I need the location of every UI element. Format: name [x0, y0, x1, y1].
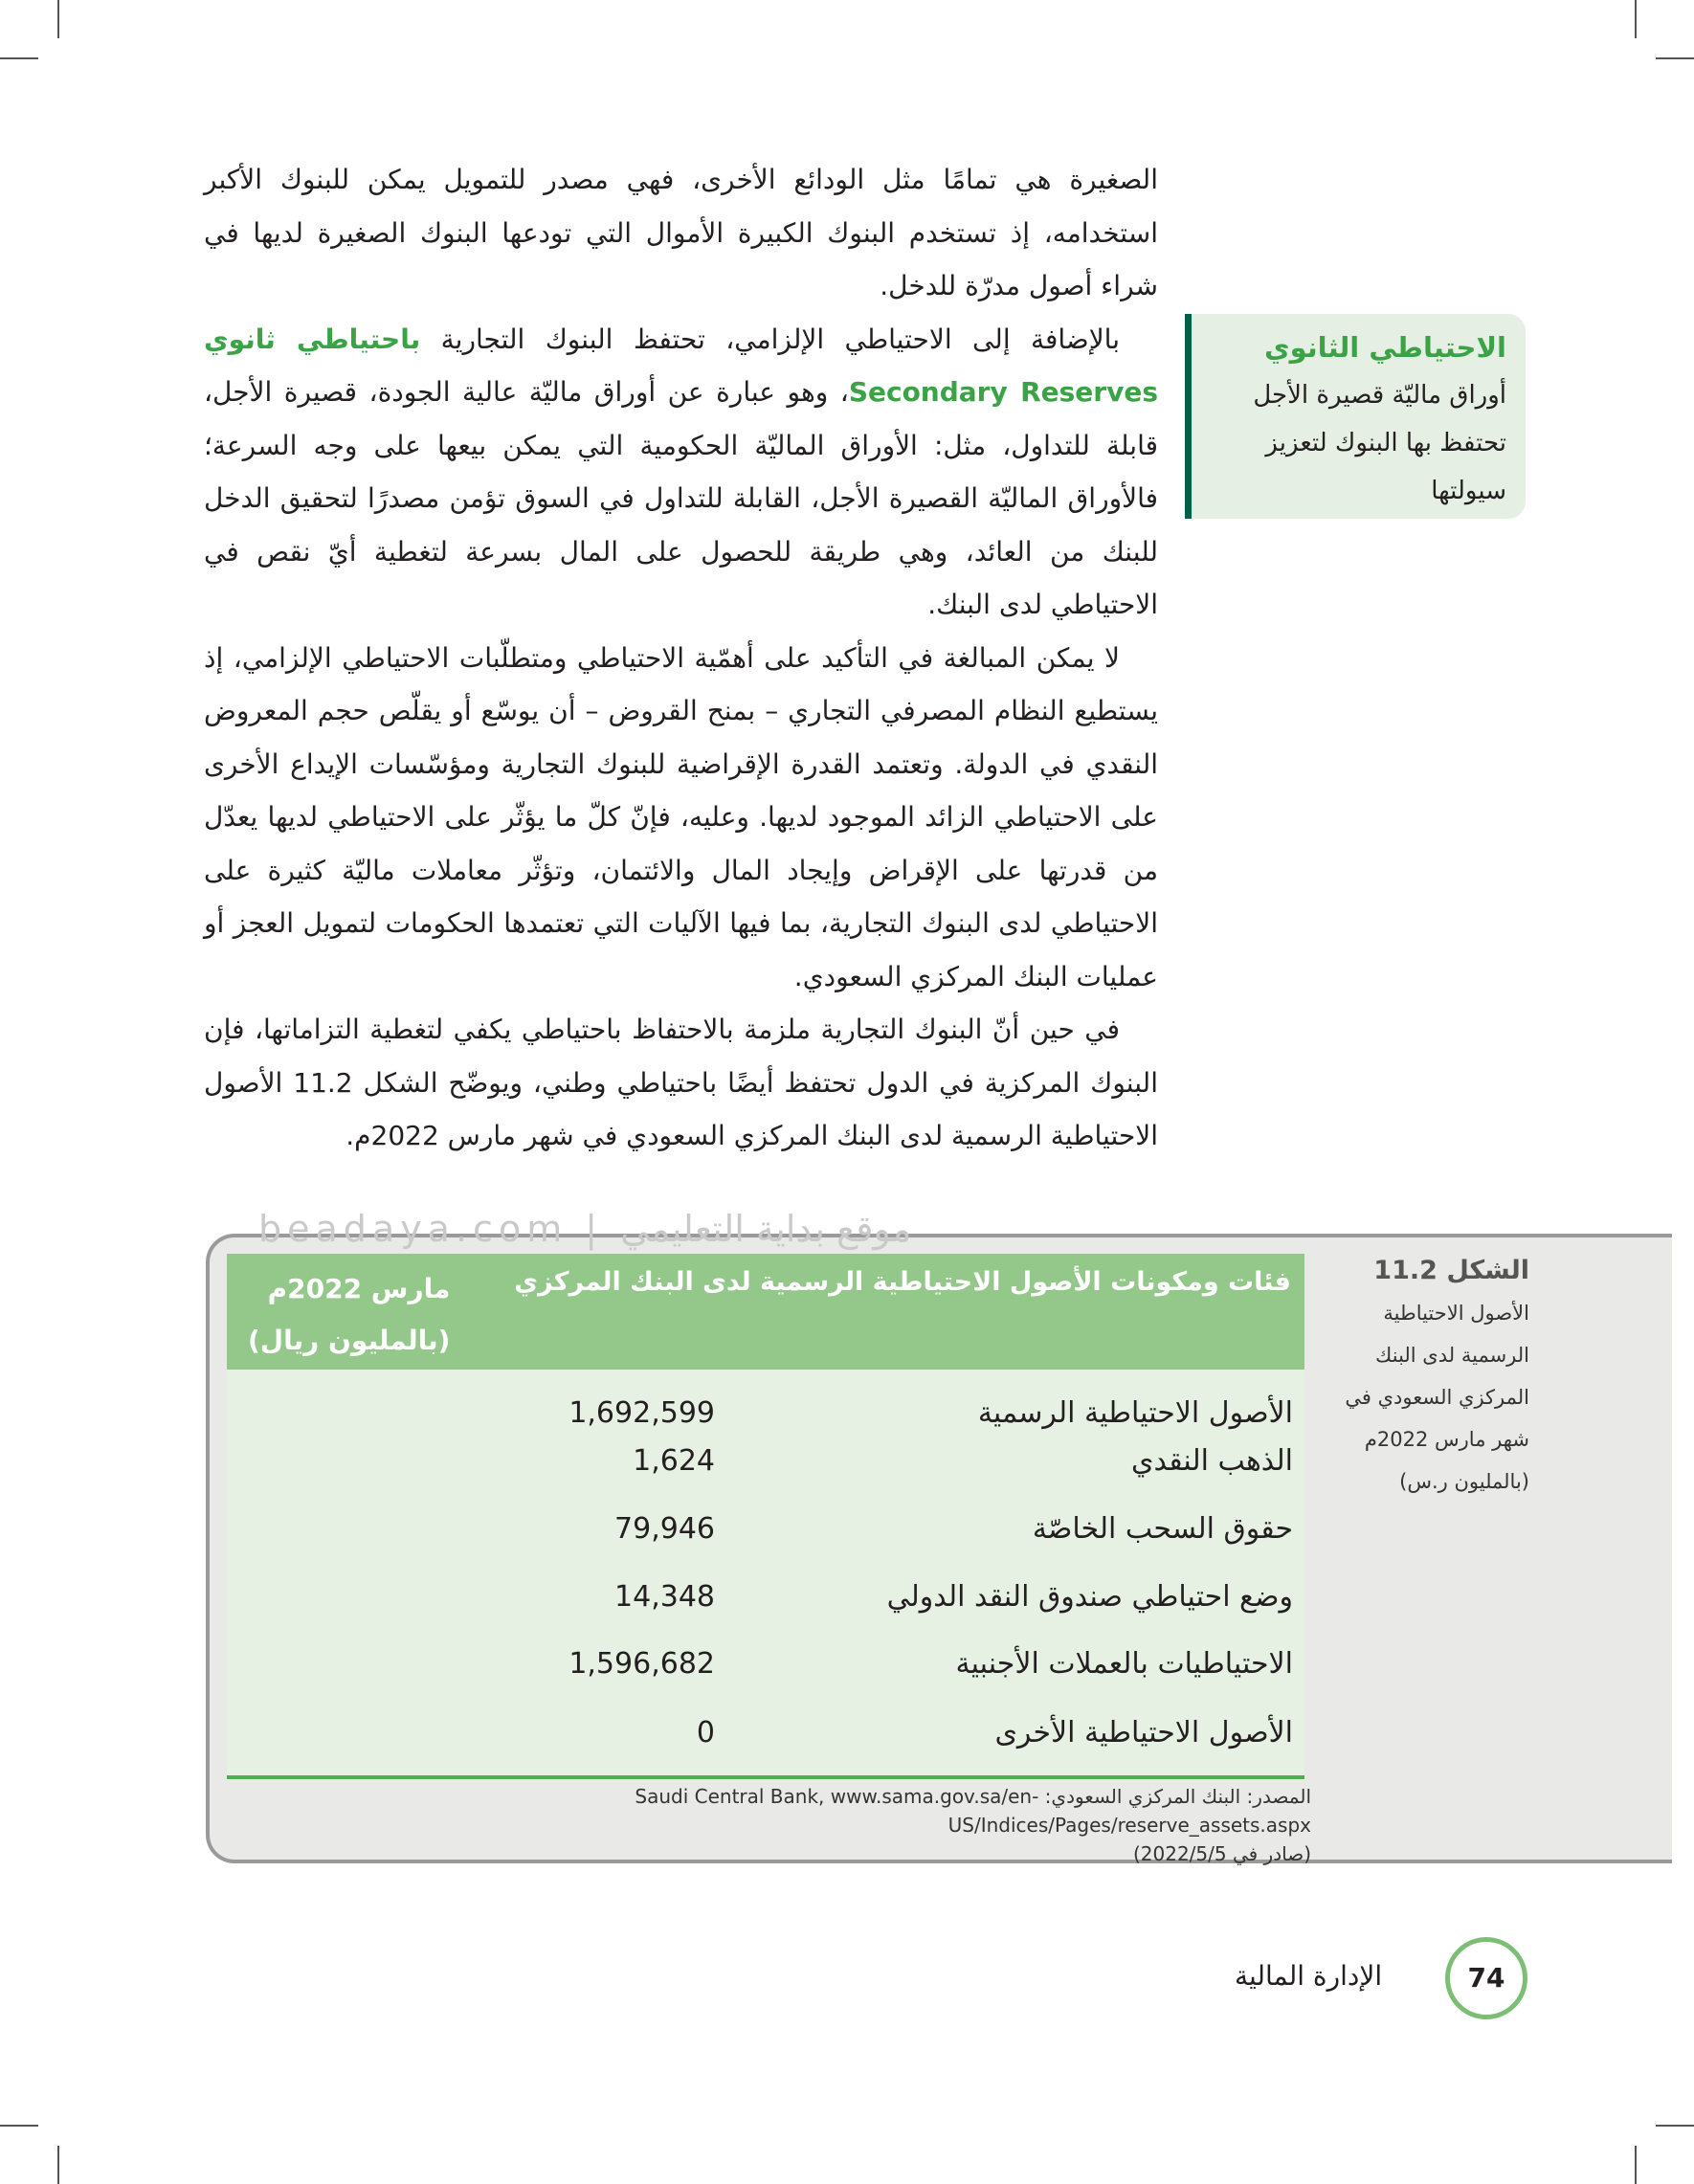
row-label: الأصول الاحتياطية الأخرى — [994, 1716, 1293, 1749]
crop-mark — [1656, 2125, 1694, 2127]
source-date: (صادر في 2022/5/5) — [1132, 1842, 1311, 1865]
glossary-definition: أوراق ماليّة قصيرة الأجل تحتفظ بها البنوك لتعزيز سيولتها — [1253, 381, 1506, 505]
source-note — [354, 1782, 1311, 1868]
watermark: beadaya.com | موقع بداية التعليمي — [258, 1208, 912, 1250]
row-value: 1,596,682 — [568, 1647, 715, 1681]
crop-mark — [1635, 0, 1637, 38]
header-value — [248, 1263, 450, 1367]
text: بالإضافة إلى الاحتياطي الإلزامي، تحتفظ البنوك التجارية — [420, 323, 1120, 355]
header-unit: (بالمليون ريال) — [248, 1325, 451, 1356]
crop-mark — [57, 2146, 59, 2184]
table-row — [227, 1396, 1304, 1435]
figure-description: الأصول الاحتياطية الرسمية لدى البنك المركزي السعودي في شهر مارس 2022م (بالمليون ر.س) — [1345, 1302, 1529, 1493]
header-category: فئات ومكونات الأصول الاحتياطية الرسمية لدى البنك المركزي — [514, 1267, 1291, 1297]
table-body — [227, 1370, 1304, 1779]
paragraph: لا يمكن المبالغة في التأكيد على أهمّية الاحتياطي ومتطلّبات الاحتياطي الإلزامي، إذ يستطيع النظام المصرفي التجاري – بمنح القروض – أن يوسّع أو يقلّص حجم المعروض النقدي في الدولة. وتعتمد القدرة الإقراضية للبنوك التجارية ومؤسّسات الإيداع الأخرى على الاحتياطي الزائد الموجود لديها. وعليه، فإنّ كلّ ما يؤثّر على الاحتياطي لديها يعدّل من قدرتها على الإقراض وإيجاد المال والائتمان، وتؤثّر معاملات ماليّة كثيرة على الاحتياطي لدى البنوك التجارية، بما فيها الآليات التي تعتمدها الحكومات لتمويل العجز أو عمليات البنك المركزي السعودي. — [204, 641, 1158, 992]
table-row — [227, 1716, 1304, 1754]
row-value: 79,946 — [614, 1512, 715, 1546]
key-term: باحتياطي ثانوي Secondary Reserves — [204, 323, 1159, 408]
row-value: 0 — [696, 1716, 715, 1749]
crop-mark — [1635, 2146, 1637, 2184]
row-value: 14,348 — [614, 1580, 715, 1614]
source-line: المصدر: البنك المركزي السعودي: Saudi Central Bank, www.sama.gov.sa/en-US/Indices/Pages/reserve_assets.aspx — [635, 1785, 1311, 1837]
crop-mark — [0, 57, 38, 59]
table-row — [227, 1512, 1304, 1550]
text: ، وهو عبارة عن أوراق ماليّة عالية الجودة، قصيرة الأجل، قابلة للتداول، مثل: الأوراق الماليّة الحكومية التي يمكن بيعها على وجه السرعة؛ فالأوراق الماليّة القصيرة الأجل، القابلة للتداول في السوق تؤمن مصدرًا لتحقيق الدخل للبنك من العائد، وهي طريقة للحصول على المال بسرعة لتغطية أيّ نقص في الاحتياطي لدى البنك. — [204, 376, 1158, 620]
paragraph — [204, 313, 1158, 632]
table-row — [227, 1444, 1304, 1482]
row-value: 1,624 — [633, 1444, 715, 1478]
paragraph: الصغيرة هي تمامًا مثل الودائع الأخرى، فهي مصدر للتمويل يمكن للبنوك الأكبر استخدامه، إذ تستخدم البنوك الكبيرة الأموال التي تودعها البنوك الصغيرة لديها في شراء أصول مدرّة للدخل. — [204, 164, 1158, 301]
glossary-box — [1185, 314, 1526, 519]
glossary-term: الاحتياطي الثانوي — [1264, 331, 1506, 364]
page-number: 74 — [1445, 1937, 1527, 2019]
row-label: الاحتياطيات بالعملات الأجنبية — [955, 1647, 1293, 1681]
row-label: الأصول الاحتياطية الرسمية — [977, 1396, 1293, 1430]
body-text — [204, 153, 1158, 1163]
table-row — [227, 1647, 1304, 1685]
row-value: 1,692,599 — [568, 1396, 715, 1430]
header-date: مارس 2022م — [267, 1273, 451, 1304]
crop-mark — [57, 0, 59, 38]
row-label: الذهب النقدي — [1131, 1444, 1293, 1478]
crop-mark — [0, 2125, 38, 2127]
footer-title: الإدارة المالية — [1235, 1960, 1383, 1992]
figure-number: الشكل 11.2 — [1373, 1256, 1529, 1285]
figure-caption — [1321, 1250, 1529, 1503]
crop-mark — [1656, 57, 1694, 59]
paragraph: في حين أنّ البنوك التجارية ملزمة بالاحتفاظ باحتياطي يكفي لتغطية التزاماتها، فإن البنوك المركزية في الدول تحتفظ أيضًا باحتياطي وطني، ويوضّح الشكل 11.2 الأصول الاحتياطية الرسمية لدى البنك المركزي السعودي في شهر مارس 2022م. — [204, 1014, 1158, 1151]
table-header — [227, 1254, 1304, 1370]
row-label: وضع احتياطي صندوق النقد الدولي — [886, 1580, 1293, 1614]
row-label: حقوق السحب الخاصّة — [1032, 1512, 1293, 1546]
table-row — [227, 1580, 1304, 1618]
